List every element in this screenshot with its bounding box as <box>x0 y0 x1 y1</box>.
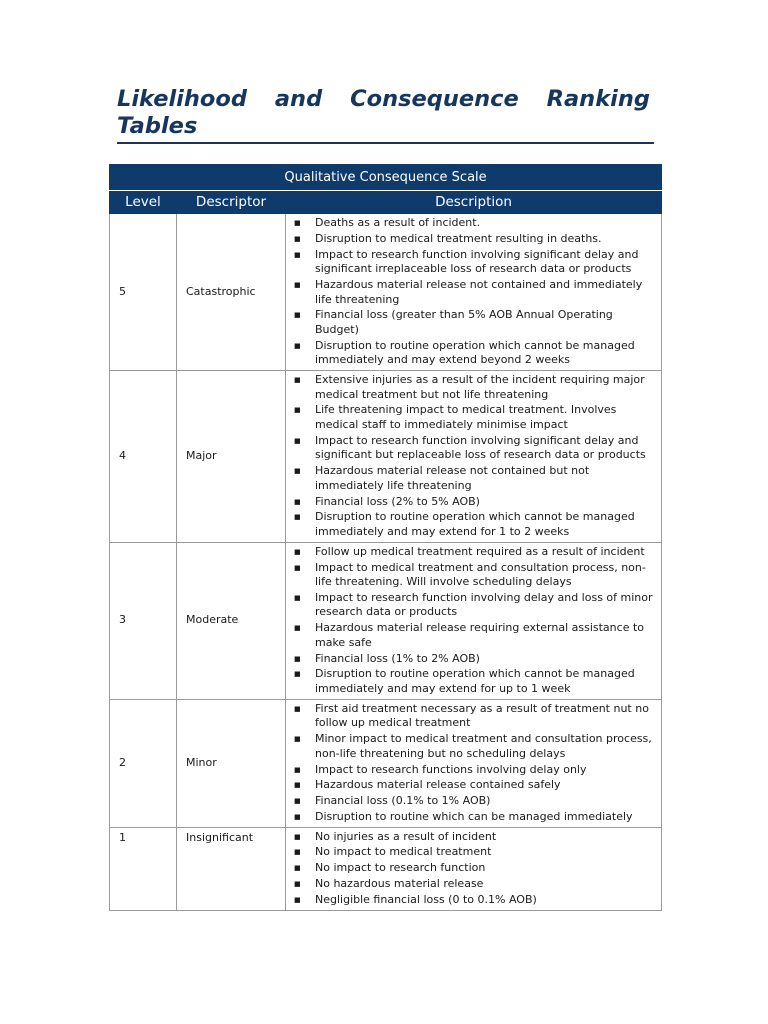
list-item <box>292 763 655 778</box>
list-item-text: Hazardous material release not contained but not immediately life threatening <box>315 464 590 492</box>
list-item <box>292 794 655 809</box>
square-bullet-icon: ■ <box>294 670 301 679</box>
level-cell: 2 <box>110 699 177 827</box>
list-item-text: Deaths as a result of incident. <box>315 216 481 229</box>
square-bullet-icon: ■ <box>294 563 301 572</box>
list-item-text: Disruption to routine operation which cannot be managed immediately and may extend for up to 1 week <box>315 667 635 695</box>
consequence-scale-table <box>109 164 662 911</box>
list-item-text: Disruption to routine which can be managed immediately <box>315 809 633 823</box>
level-cell: 1 <box>110 827 177 910</box>
page-title: Likelihood and Consequence Ranking Tables <box>117 86 650 139</box>
list-item <box>292 339 655 368</box>
table-row <box>110 542 662 699</box>
square-bullet-icon: ■ <box>294 864 301 873</box>
list-item <box>292 545 655 560</box>
list-item-text: No impact to medical treatment <box>315 845 492 859</box>
square-bullet-icon: ■ <box>294 797 301 806</box>
list-item <box>292 861 655 876</box>
square-bullet-icon: ■ <box>294 406 301 415</box>
square-bullet-icon: ■ <box>294 593 301 602</box>
description-list <box>292 216 655 368</box>
description-list <box>292 373 655 539</box>
list-item <box>292 403 655 432</box>
square-bullet-icon: ■ <box>294 376 301 385</box>
column-header-description: Description <box>286 191 662 214</box>
square-bullet-icon: ■ <box>294 624 301 633</box>
table-row <box>110 827 662 910</box>
square-bullet-icon: ■ <box>294 654 301 663</box>
square-bullet-icon: ■ <box>294 219 301 227</box>
description-cell <box>286 827 662 910</box>
list-item-text: Impact to research function involving delay and loss of minor research data or products <box>315 590 653 619</box>
list-item-text: No impact to research function <box>315 861 486 875</box>
descriptor-cell: Minor <box>177 699 286 827</box>
list-item-text: Follow up medical treatment required as a result of incident <box>315 544 645 558</box>
list-item-text: Minor impact to medical treatment and consultation process, non-life threatening but no scheduling delays <box>315 732 652 760</box>
description-list <box>292 702 655 825</box>
list-item-text: Negligible financial loss (0 to 0.1% AOB) <box>315 892 537 906</box>
list-item <box>292 495 655 510</box>
square-bullet-icon: ■ <box>294 341 301 350</box>
list-item <box>292 732 655 761</box>
list-item-text: Disruption to medical treatment resulting in deaths. <box>315 231 602 245</box>
column-header-descriptor: Descriptor <box>177 191 286 214</box>
square-bullet-icon: ■ <box>294 311 301 320</box>
list-item-text: Financial loss (2% to 5% AOB) <box>315 494 480 508</box>
level-cell: 4 <box>110 371 177 543</box>
level-cell: 5 <box>110 214 177 371</box>
list-item-text: Financial loss (0.1% to 1% AOB) <box>315 794 491 808</box>
title-rule <box>117 142 654 144</box>
list-item <box>292 278 655 307</box>
square-bullet-icon: ■ <box>294 880 301 888</box>
square-bullet-icon: ■ <box>294 513 301 522</box>
list-item <box>292 561 655 590</box>
list-item-text: Hazardous material release not contained and immediately life threatening <box>315 277 643 306</box>
list-item <box>292 434 655 463</box>
list-item <box>292 232 655 247</box>
list-item <box>292 702 655 731</box>
square-bullet-icon: ■ <box>294 234 301 243</box>
list-item <box>292 877 655 892</box>
list-item <box>292 893 655 908</box>
square-bullet-icon: ■ <box>294 812 301 821</box>
description-cell <box>286 371 662 543</box>
square-bullet-icon: ■ <box>294 832 301 841</box>
list-item-text: Impact to research function involving significant delay and significant but replaceable loss of research data or products <box>315 433 646 462</box>
square-bullet-icon: ■ <box>294 436 301 445</box>
list-item <box>292 778 655 793</box>
square-bullet-icon: ■ <box>294 547 301 556</box>
list-item-text: Impact to research functions involving delay only <box>315 762 587 776</box>
description-list <box>292 830 655 908</box>
list-item-text: Hazardous material release requiring external assistance to make safe <box>315 621 645 649</box>
descriptor-cell: Insignificant <box>177 827 286 910</box>
square-bullet-icon: ■ <box>294 280 301 289</box>
list-item <box>292 464 655 493</box>
list-item-text: Life threatening impact to medical treatment. Involves medical staff to immediately minimise impact <box>315 403 617 432</box>
table-caption: Qualitative Consequence Scale <box>110 165 662 191</box>
list-item-text: Financial loss (1% to 2% AOB) <box>315 651 480 665</box>
list-item <box>292 510 655 539</box>
list-item <box>292 591 655 620</box>
level-cell: 3 <box>110 542 177 699</box>
list-item <box>292 845 655 860</box>
description-cell <box>286 699 662 827</box>
list-item-text: Impact to research function involving significant delay and significant irreplaceable loss of research data or products <box>315 247 639 276</box>
square-bullet-icon: ■ <box>294 497 301 506</box>
list-item-text: Hazardous material release contained safely <box>315 778 561 792</box>
list-item <box>292 621 655 650</box>
description-list <box>292 545 655 697</box>
list-item <box>292 308 655 337</box>
list-item <box>292 830 655 845</box>
list-item-text: No injuries as a result of incident <box>315 829 497 843</box>
list-item <box>292 373 655 402</box>
list-item-text: Extensive injuries as a result of the incident requiring major medical treatment but not life threatening <box>315 373 645 401</box>
list-item-text: Financial loss (greater than 5% AOB Annual Operating Budget) <box>315 308 613 336</box>
square-bullet-icon: ■ <box>294 735 301 744</box>
column-header-level: Level <box>110 191 177 214</box>
list-item-text: No hazardous material release <box>315 877 484 890</box>
list-item-text: Disruption to routine operation which cannot be managed immediately and may extend beyond 2 weeks <box>315 338 635 367</box>
square-bullet-icon: ■ <box>294 250 301 259</box>
square-bullet-icon: ■ <box>294 467 301 476</box>
list-item-text: Impact to medical treatment and consultation process, non-life threatening. Will involve scheduling delays <box>315 560 646 589</box>
square-bullet-icon: ■ <box>294 765 301 774</box>
list-item <box>292 216 655 231</box>
list-item-text: Disruption to routine operation which cannot be managed immediately and may extend for 1 to 2 weeks <box>315 510 635 538</box>
square-bullet-icon: ■ <box>294 848 301 857</box>
list-item <box>292 652 655 667</box>
square-bullet-icon: ■ <box>294 895 301 904</box>
table-row <box>110 699 662 827</box>
descriptor-cell: Catastrophic <box>177 214 286 371</box>
list-item <box>292 667 655 696</box>
descriptor-cell: Moderate <box>177 542 286 699</box>
description-cell <box>286 542 662 699</box>
list-item <box>292 248 655 277</box>
list-item <box>292 810 655 825</box>
table-row <box>110 371 662 543</box>
list-item-text: First aid treatment necessary as a result of treatment nut no follow up medical treatment <box>315 701 649 730</box>
square-bullet-icon: ■ <box>294 781 301 790</box>
square-bullet-icon: ■ <box>294 704 301 713</box>
descriptor-cell: Major <box>177 371 286 543</box>
table-row <box>110 214 662 371</box>
description-cell <box>286 214 662 371</box>
